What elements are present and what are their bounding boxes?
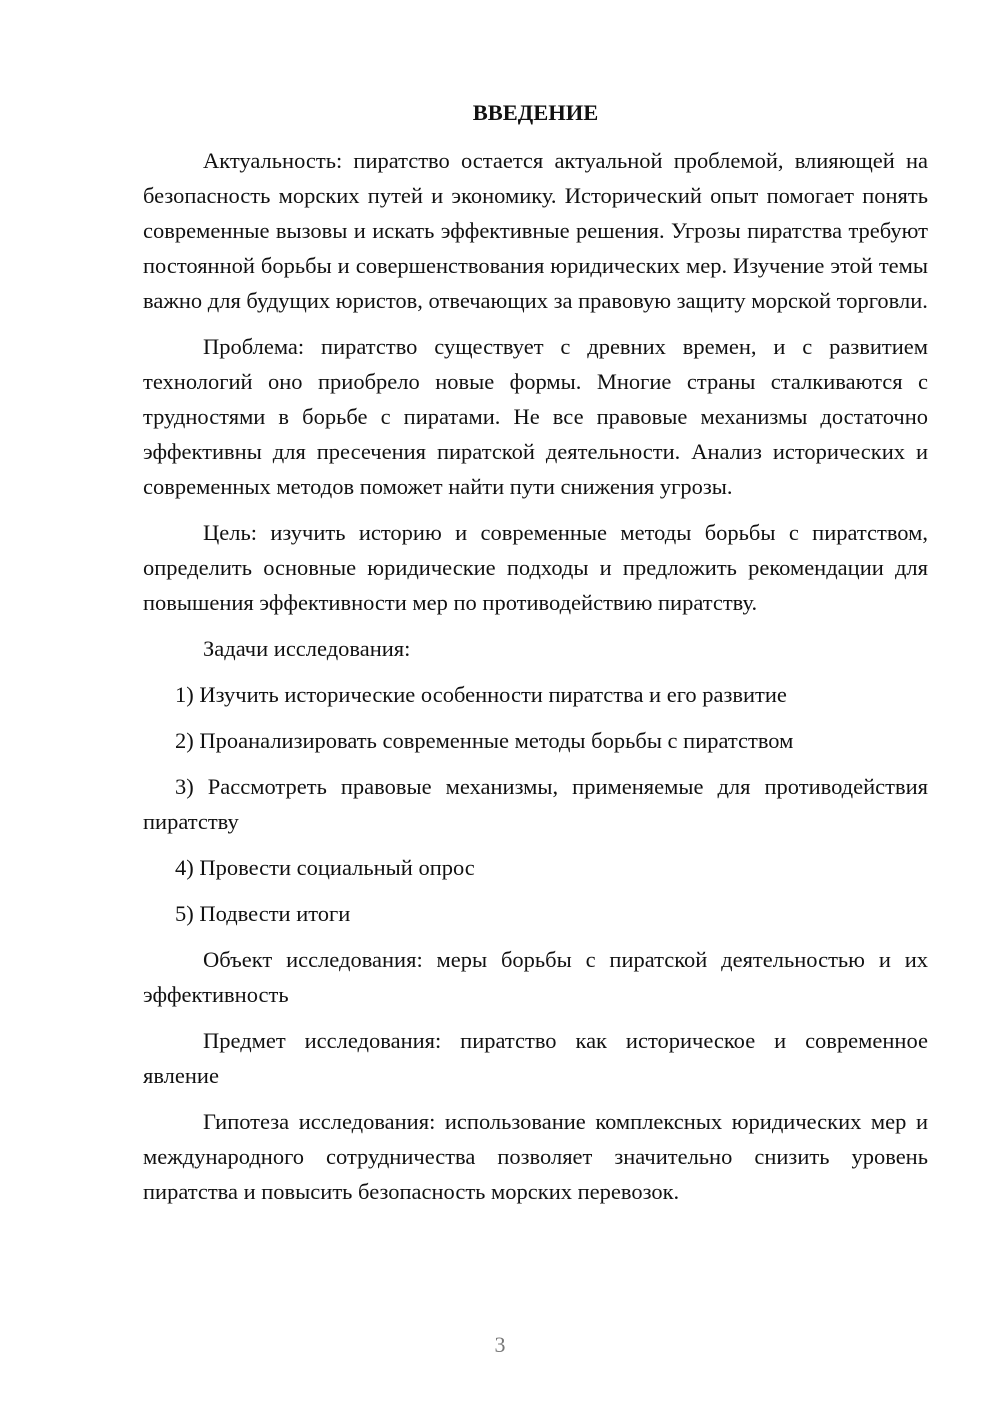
page-number: 3 xyxy=(494,1332,506,1357)
research-object-paragraph: Объект исследования: меры борьбы с пиратской деятельностью и их эффективность xyxy=(143,947,928,1007)
task-item: 4) Провести социальный опрос xyxy=(175,855,475,880)
task-item: 1) Изучить исторические особенности пиратства и его развитие xyxy=(175,682,787,707)
page-content xyxy=(143,95,928,1220)
relevance-paragraph: Актуальность: пиратство остается актуальной проблемой, влияющей на безопасность морских путей и экономику. Исторический опыт помогает понять современные вызовы и искать эффективные решения. Угрозы пиратства требуют постоянной борьбы и совершенствования юридических мер. Изучение этой темы важно для будущих юристов, отвечающих за правовую защиту морской торговли. xyxy=(143,148,928,313)
task-item: 5) Подвести итоги xyxy=(175,901,351,926)
research-subject-paragraph: Предмет исследования: пиратство как историческое и современное явление xyxy=(143,1028,928,1088)
research-hypothesis-paragraph: Гипотеза исследования: использование комплексных юридических мер и международного сотрудничества позволяет значительно снизить уровень пиратства и повысить безопасность морских перевозок. xyxy=(143,1109,928,1204)
task-item: 2) Проанализировать современные методы борьбы с пиратством xyxy=(175,728,794,753)
tasks-heading: Задачи исследования: xyxy=(203,636,411,661)
problem-paragraph: Проблема: пиратство существует с древних времен, и с развитием технологий оно приобрело новые формы. Многие страны сталкиваются с трудностями в борьбе с пиратами. Не все правовые механизмы достаточно эффективны для пресечения пиратской деятельности. Анализ исторических и современных методов поможет найти пути снижения угрозы. xyxy=(143,334,928,499)
goal-paragraph: Цель: изучить историю и современные методы борьбы с пиратством, определить основные юридические подходы и предложить рекомендации для повышения эффективности мер по противодействию пиратству. xyxy=(143,520,928,615)
page-title: ВВЕДЕНИЕ xyxy=(472,100,599,125)
task-item: 3) Рассмотреть правовые механизмы, применяемые для противодействия пиратству xyxy=(143,774,928,834)
